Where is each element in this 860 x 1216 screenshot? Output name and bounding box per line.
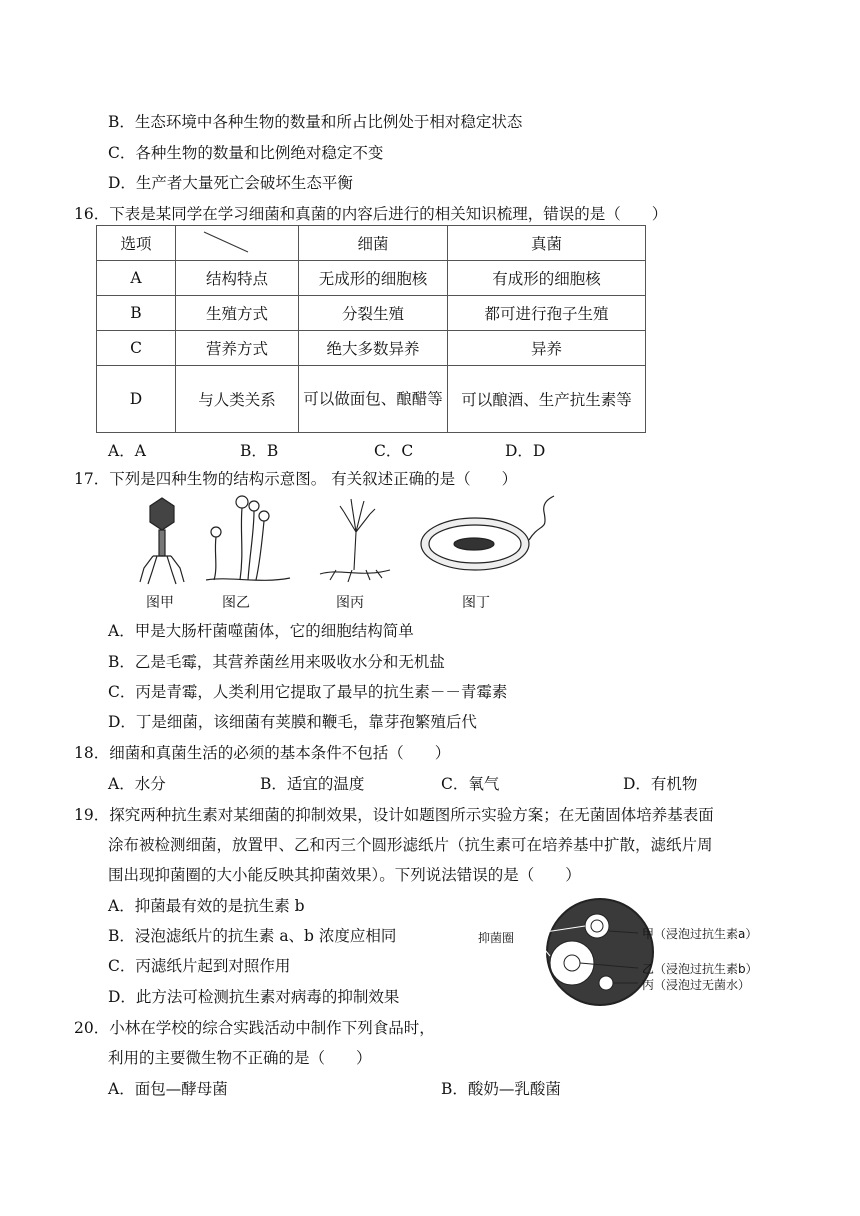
caption-figure-a: 图甲 xyxy=(146,595,174,611)
q16-option-a: A．A xyxy=(108,442,146,460)
q17-stem: 17．下列是四种生物的结构示意图。 有关叙述正确的是（ ） xyxy=(74,470,518,488)
q19-option-a: A．抑菌最有效的是抗生素 b xyxy=(108,897,305,915)
diagonal-line xyxy=(196,230,256,254)
table-cell: 生殖方式 xyxy=(176,296,299,331)
q19-stem-line1: 19．探究两种抗生素对某细菌的抑制效果，设计如题图所示实验方案；在无菌固体培养基表面 xyxy=(74,806,714,824)
disc-c-label: 丙（浸泡过无菌水） xyxy=(642,978,751,992)
q15-option-d: D．生产者大量死亡会破坏生态平衡 xyxy=(108,174,353,192)
disc-b-label: 乙（浸泡过抗生素b） xyxy=(642,962,758,976)
phage-drawing xyxy=(140,498,184,584)
table-cell: A xyxy=(97,261,176,296)
q18-option-c: C．氧气 xyxy=(441,775,500,793)
q15-option-b: B．生态环境中各种生物的数量和所占比例处于相对稳定状态 xyxy=(108,113,523,131)
table-cell: 可以做面包、酿醋等 xyxy=(299,366,448,433)
table-header-cell: 真菌 xyxy=(448,226,646,261)
table-header-cell: 细菌 xyxy=(299,226,448,261)
table-cell: C xyxy=(97,331,176,366)
table-cell: B xyxy=(97,296,176,331)
table-cell: 营养方式 xyxy=(176,331,299,366)
table-header-cell: 选项 xyxy=(97,226,176,261)
q18-option-d: D．有机物 xyxy=(623,775,698,793)
q20-stem-line2: 利用的主要微生物不正确的是（ ） xyxy=(108,1049,372,1067)
table-cell: 与人类关系 xyxy=(176,366,299,433)
caption-figure-d: 图丁 xyxy=(462,595,490,611)
q17-organism-figure xyxy=(130,492,560,592)
table-cell: 有成形的细胞核 xyxy=(448,261,646,296)
table-row xyxy=(97,331,646,366)
q16-stem: 16．下表是某同学在学习细菌和真菌的内容后进行的相关知识梳理，错误的是（ ） xyxy=(74,205,668,223)
q19-option-c: C．丙滤纸片起到对照作用 xyxy=(108,957,291,975)
table-cell: D xyxy=(97,366,176,433)
q19-option-d: D．此方法可检测抗生素对病毒的抑制效果 xyxy=(108,988,400,1006)
table-row xyxy=(97,296,646,331)
q17-option-a: A．甲是大肠杆菌噬菌体，它的细胞结构简单 xyxy=(108,622,414,640)
q19-option-b: B．浸泡滤纸片的抗生素 a、b 浓度应相同 xyxy=(108,927,397,945)
q16-option-b: B．B xyxy=(240,442,279,460)
caption-figure-c: 图丙 xyxy=(336,595,364,611)
q15-option-c: C．各种生物的数量和比例绝对稳定不变 xyxy=(108,144,384,162)
table-cell: 异养 xyxy=(448,331,646,366)
disc-a-label: 甲（浸泡过抗生素a） xyxy=(642,927,758,941)
table-cell: 分裂生殖 xyxy=(299,296,448,331)
q17-option-d: D．丁是细菌，该细菌有荚膜和鞭毛，靠芽孢繁殖后代 xyxy=(108,713,477,731)
table-header-row xyxy=(97,226,646,261)
penicillium-drawing xyxy=(320,499,390,582)
q17-option-c: C．丙是青霉，人类利用它提取了最早的抗生素－－青霉素 xyxy=(108,683,508,701)
q19-stem-line2: 涂布被检测细菌，放置甲、乙和丙三个圆形滤纸片（抗生素可在培养基中扩散，滤纸片周 xyxy=(108,836,713,854)
inhibition-zone-label: 抑菌圈 xyxy=(478,931,515,945)
table-row xyxy=(97,366,646,433)
table-cell: 无成形的细胞核 xyxy=(299,261,448,296)
table-cell: 绝大多数异养 xyxy=(299,331,448,366)
table-row xyxy=(97,261,646,296)
q16-table xyxy=(96,225,646,433)
bacterium-drawing xyxy=(421,496,554,570)
q18-option-b: B．适宜的温度 xyxy=(260,775,365,793)
table-cell: 都可进行孢子生殖 xyxy=(448,296,646,331)
q20-option-b: B．酸奶—乳酸菌 xyxy=(441,1080,561,1098)
q16-option-d: D．D xyxy=(505,442,546,460)
q17-option-b: B．乙是毛霉，其营养菌丝用来吸收水分和无机盐 xyxy=(108,653,445,671)
table-header-diagonal-cell xyxy=(176,226,299,261)
q18-option-a: A．水分 xyxy=(108,775,166,793)
table-cell: 可以酿酒、生产抗生素等 xyxy=(448,366,646,433)
q20-option-a: A．面包—酵母菌 xyxy=(108,1080,228,1098)
q16-option-c: C．C xyxy=(374,442,414,460)
q20-stem-line1: 20．小林在学校的综合实践活动中制作下列食品时， xyxy=(74,1019,435,1037)
q19-stem-line3: 围出现抑菌圈的大小能反映其抑菌效果）。下列说法错误的是（ ） xyxy=(108,866,581,884)
caption-figure-b: 图乙 xyxy=(222,595,250,611)
mucor-drawing xyxy=(206,496,290,580)
table-cell: 结构特点 xyxy=(176,261,299,296)
q18-stem: 18．细菌和真菌生活的必须的基本条件不包括（ ） xyxy=(74,744,451,762)
